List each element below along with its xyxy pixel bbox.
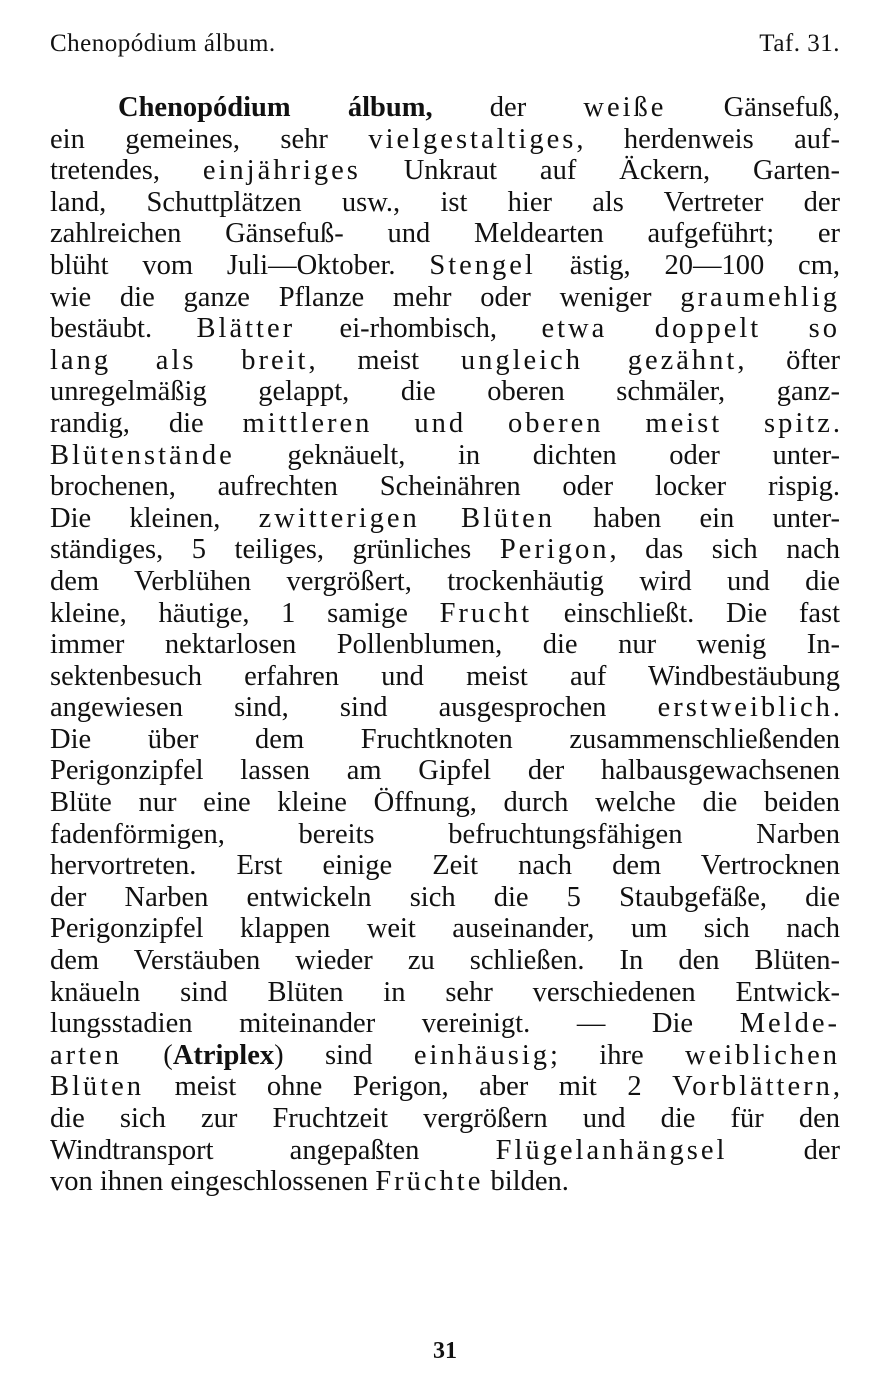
text-line (50, 155, 840, 187)
text-run: ein gemeines, sehr (50, 123, 369, 155)
spaced-emphasis: Vorblättern (672, 1071, 833, 1103)
spaced-emphasis: Blütenstände (50, 439, 235, 471)
text-run: immer nektarlosen Pollenblumen, die nur wenig In- (50, 629, 840, 661)
text-line (50, 913, 840, 945)
text-line (50, 882, 840, 914)
text-run: fadenförmigen, bereits befruchtungsfähigen Narben (50, 818, 840, 850)
spaced-emphasis: einjähriges (202, 155, 361, 187)
spaced-emphasis: vielgestaltiges (368, 123, 577, 155)
text-run: haben ein unter- (555, 502, 840, 534)
bold-term: Atriplex (172, 1039, 275, 1071)
text-run: randig, die (50, 407, 243, 439)
text-line (50, 250, 840, 282)
text-line (50, 376, 840, 408)
text-run: Perigonzipfel lassen am Gipfel der halbausgewachsenen (50, 755, 840, 787)
spaced-emphasis: Flügelanhängsel (495, 1134, 728, 1166)
text-line (50, 408, 840, 440)
spaced-emphasis: weiblichen (684, 1039, 841, 1071)
text-line (50, 945, 840, 977)
text-run: Unkraut auf Äckern, Garten- (360, 155, 840, 187)
text-line (50, 187, 840, 219)
text-line (50, 471, 840, 503)
spaced-emphasis: graumehlig (680, 281, 840, 313)
text-run: wie die ganze Pflanze mehr oder weniger (50, 281, 681, 313)
text-run: der (727, 1134, 840, 1166)
text-line (50, 1008, 840, 1040)
text-run: . (832, 692, 840, 724)
spaced-emphasis: Stengel (429, 249, 536, 281)
text-run: hervortreten. Erst einige Zeit nach dem Vertrocknen (50, 850, 840, 882)
text-line (50, 124, 840, 156)
text-line (50, 440, 840, 472)
text-run: sektenbesuch erfahren und meist auf Windbestäubung (50, 660, 840, 692)
text-run: ( (121, 1039, 173, 1071)
running-header (50, 30, 840, 70)
text-run: die sich zur Fruchtzeit vergrößern und die für den (50, 1103, 840, 1134)
text-line (50, 345, 840, 377)
text-run: Blüte nur eine kleine Öffnung, durch welche die beiden (50, 787, 840, 819)
text-run: , meist (308, 344, 461, 376)
text-run: Die über dem Fruchtknoten zusammenschließenden (50, 723, 840, 755)
spaced-emphasis: Perigon (499, 534, 610, 566)
text-line (50, 692, 840, 724)
spaced-emphasis: Blätter (196, 313, 296, 345)
text-line (50, 1135, 840, 1167)
species-description-paragraph (50, 92, 840, 1198)
spaced-emphasis: zwitterigen Blüten (258, 502, 555, 534)
text-run: Perigonzipfel klappen weit auseinander, um sich nach (50, 913, 840, 945)
text-run: angewiesen sind, sind ausgesprochen (50, 692, 658, 724)
spaced-emphasis: arten (50, 1039, 122, 1071)
text-run: von ihnen eingeschlossenen (50, 1166, 376, 1198)
text-line (50, 566, 840, 598)
spaced-emphasis: weiße (583, 92, 667, 123)
text-run: Windtransport angepaßten (50, 1134, 496, 1166)
page-number: 31 (433, 1338, 457, 1364)
text-run: einschließt. Die fast (532, 597, 841, 629)
text-run: meist ohne Perigon, aber mit 2 (144, 1071, 673, 1103)
text-run: lungsstadien miteinander vereinigt. — Die (50, 1008, 740, 1040)
spaced-emphasis: lang als breit (50, 344, 309, 376)
text-line (50, 503, 840, 535)
text-line (50, 1040, 840, 1072)
text-run: ; ihre (550, 1039, 685, 1071)
text-run: Die kleinen, (50, 502, 259, 534)
text-line (50, 1071, 840, 1103)
text-run: bilden. (483, 1166, 569, 1198)
text-run: geknäuelt, in dichten oder unter- (234, 439, 840, 471)
text-line (50, 218, 840, 250)
text-line (50, 313, 840, 345)
text-line (50, 724, 840, 756)
text-line (50, 534, 840, 566)
header-plate-number: Taf. 31. (759, 30, 840, 57)
text-run: zahlreichen Gänsefuß- und Meldearten aufgeführt; er (50, 218, 840, 250)
bold-term: Chenopódium álbum, (118, 92, 433, 123)
text-line (50, 661, 840, 693)
text-line (50, 282, 840, 314)
text-run: , herdenweis auf- (576, 123, 840, 155)
text-run: tretendes, (50, 155, 203, 187)
spaced-emphasis: einhäusig (413, 1039, 551, 1071)
text-run: , das sich nach (609, 534, 840, 566)
spaced-emphasis: Frucht (439, 597, 532, 629)
text-run: ständiges, 5 teiliges, grünliches (50, 534, 500, 566)
header-species-name: Chenopódium álbum. (50, 30, 276, 57)
text-run: kleine, häutige, 1 samige (50, 597, 440, 629)
text-line (50, 755, 840, 787)
spaced-emphasis: erstweiblich (657, 692, 833, 724)
text-run: dem Verstäuben wieder zu schließen. In den Blüten- (50, 945, 840, 977)
spaced-emphasis: Früchte (375, 1166, 484, 1198)
spaced-emphasis: Blüten (50, 1071, 144, 1103)
text-line (50, 1103, 840, 1135)
spaced-emphasis: Melde- (739, 1008, 840, 1040)
text-line (50, 92, 840, 124)
text-line (50, 977, 840, 1009)
text-line (50, 598, 840, 630)
spaced-emphasis: etwa doppelt so (541, 313, 840, 345)
text-line (50, 819, 840, 851)
text-run: , öfter (737, 344, 840, 376)
text-line (50, 787, 840, 819)
text-line (50, 850, 840, 882)
text-run: knäueln sind Blüten in sehr verschiedenen Entwick- (50, 976, 840, 1008)
text-run: bestäubt. (50, 313, 197, 345)
text-run: der (432, 92, 584, 123)
text-line (50, 1166, 840, 1198)
text-run: ) sind (274, 1039, 414, 1071)
text-run: unregelmäßig gelappt, die oberen schmäler, ganz- (50, 376, 840, 408)
text-run: ei-rhombisch, (295, 313, 542, 345)
text-run: blüht vom Juli—Oktober. (50, 249, 430, 281)
spaced-emphasis: mittleren und oberen meist spitz (242, 407, 833, 439)
spaced-emphasis: ungleich gezähnt (460, 344, 738, 376)
text-run: der Narben entwickeln sich die 5 Staubgefäße, die (50, 881, 840, 913)
text-run: . (832, 407, 840, 439)
text-run: dem Verblühen vergrößert, trockenhäutig wird und die (50, 565, 840, 597)
text-run: brochenen, aufrechten Scheinähren oder locker rispig. (50, 471, 840, 503)
text-run: ästig, 20—100 cm, (535, 249, 840, 281)
text-run: Gänsefuß, (666, 92, 840, 123)
text-line (50, 629, 840, 661)
text-run: , (832, 1071, 840, 1103)
text-run: land, Schuttplätzen usw., ist hier als Vertreter der (50, 186, 840, 218)
